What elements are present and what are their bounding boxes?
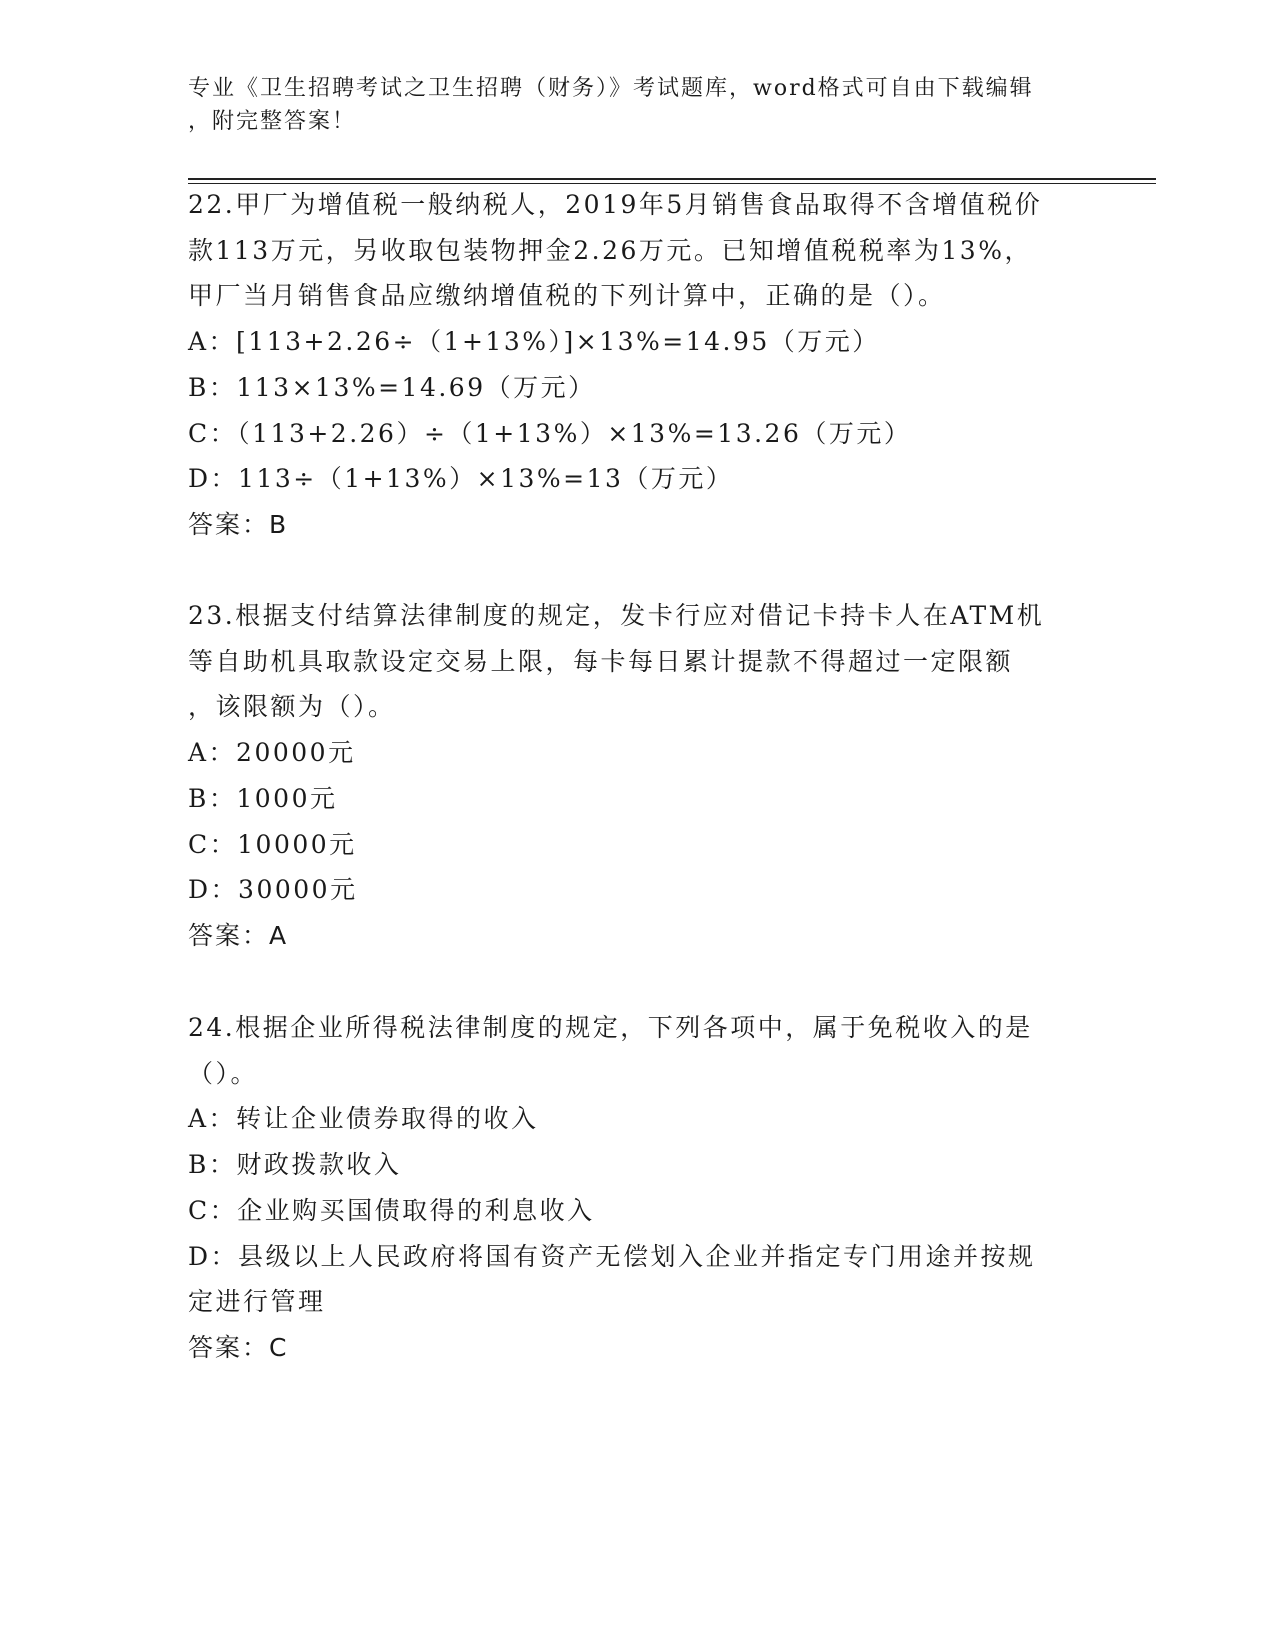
answer-line: 答案：B [188, 509, 289, 539]
question-stem-line: 24.根据企业所得税法律制度的规定，下列各项中，属于免税收入的是 [188, 1013, 1033, 1042]
question-stem-line: 等自助机具取款设定交易上限，每卡每日累计提款不得超过一定限额 [188, 646, 1014, 676]
answer-line: 答案：A [188, 920, 289, 950]
question-stem-line: 甲厂当月销售食品应缴纳增值税的下列计算中，正确的是（）。 [188, 281, 946, 311]
option-d: D：县级以上人民政府将国有资产无偿划入企业并指定专门用途并按规 [188, 1241, 1036, 1271]
option-a: A：转让企业债券取得的收入 [188, 1104, 539, 1134]
option-c: C：企业购买国债取得的利息收入 [188, 1195, 595, 1225]
question-stem-line: 22.甲厂为增值税一般纳税人，2019年5月销售食品取得不含增值税价 [188, 190, 1043, 219]
option-d-continuation: 定进行管理 [188, 1287, 326, 1317]
option-b: B：113×13%=14.69（万元） [188, 372, 596, 402]
question-23 [188, 593, 1088, 959]
option-d: D：30000元 [188, 875, 358, 905]
option-c: C：（113+2.26）÷（1+13%）×13%=13.26（万元） [188, 418, 912, 448]
option-b: B：1000元 [188, 783, 338, 813]
question-stem-line: （）。 [188, 1058, 259, 1088]
question-24 [188, 1005, 1088, 1371]
option-b: B：财政拨款收入 [188, 1150, 402, 1180]
option-d: D：113÷（1+13%）×13%=13（万元） [188, 464, 734, 494]
question-stem-line: ，该限额为（）。 [188, 692, 396, 722]
question-22 [188, 182, 1088, 548]
header-line-1: 专业《卫生招聘考试之卫生招聘（财务）》考试题库，word格式可自由下载编辑 [188, 76, 1034, 101]
option-a: A：20000元 [188, 738, 356, 768]
option-c: C：10000元 [188, 829, 357, 859]
header-rule-thick [188, 178, 1156, 180]
document-header [188, 72, 1088, 138]
option-a: A：[113+2.26÷（1+13%）]×13%=14.95（万元） [188, 327, 880, 357]
header-line-2: ，附完整答案！ [188, 109, 357, 134]
question-stem-line: 23.根据支付结算法律制度的规定，发卡行应对借记卡持卡人在ATM机 [188, 601, 1045, 630]
question-stem-line: 款113万元，另收取包装物押金2.26万元。已知增值税税率为13%， [188, 235, 1032, 265]
answer-line: 答案：C [188, 1332, 289, 1362]
